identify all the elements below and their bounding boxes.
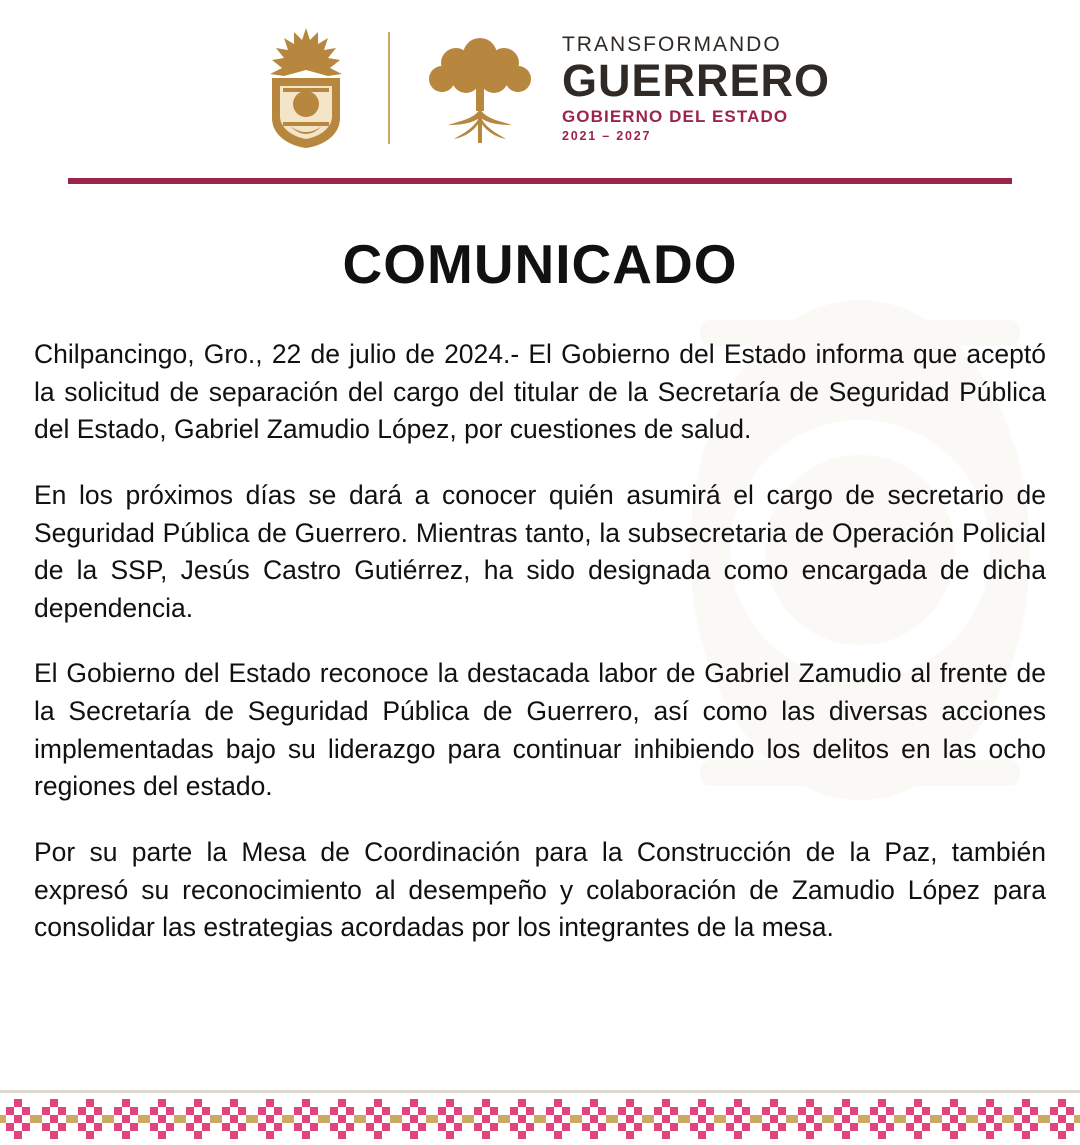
brand-main-label: GUERRERO (561, 54, 831, 106)
brand-years-label: 2021 – 2027 (561, 128, 652, 143)
paragraph-4: Por su parte la Mesa de Coordinación para la Construcción de la Paz, también expresó su reconocimiento al desempeño y colaboración de Zamudio López para consolidar las estrategias acordadas por los integrantes de la mesa. (34, 836, 1046, 943)
paragraph-1: Chilpancingo, Gro., 22 de julio de 2024.- El Gobierno del Estado informa que aceptó la solicitud de separación del cargo del titular de la Secretaría de Seguridad Pública del Estado, Gabriel Zamudio López, por cuestiones de salud. (34, 339, 1046, 445)
tree-emblem-icon (416, 29, 544, 147)
brand-text-block (562, 34, 830, 143)
paragraph-2: En los próximos días se dará a conocer quién asumirá el cargo de secretario de Seguridad Pública de Guerrero. Mientras tanto, la subsecretaria de Operación Policial de la SSP, Jesús Castro Gutiérrez, ha sido designada como encargada de dicha dependencia. (34, 479, 1046, 623)
guerrero-state-seal-icon (250, 26, 362, 150)
brand-lockup (416, 29, 830, 147)
greca-decorative-border-icon (0, 1093, 1080, 1145)
header-divider (388, 32, 390, 144)
document-body (34, 336, 1046, 947)
document-footer (0, 1090, 1080, 1145)
footer-pattern-band (0, 1093, 1080, 1145)
paragraph-3: El Gobierno del Estado reconoce la destacada labor de Gabriel Zamudio al frente de la Secretaría de Seguridad Pública de Guerrero, así como las diversas acciones implementadas bajo su liderazgo para continuar inhibiendo los delitos en las ocho regiones del estado. (34, 658, 1046, 802)
page-title: COMUNICADO (342, 233, 738, 295)
header-rule (68, 178, 1012, 184)
brand-subtitle-label: GOBIERNO DEL ESTADO (561, 106, 789, 126)
brand-top-label: TRANSFORMANDO (561, 32, 782, 56)
document-header (0, 0, 1080, 143)
